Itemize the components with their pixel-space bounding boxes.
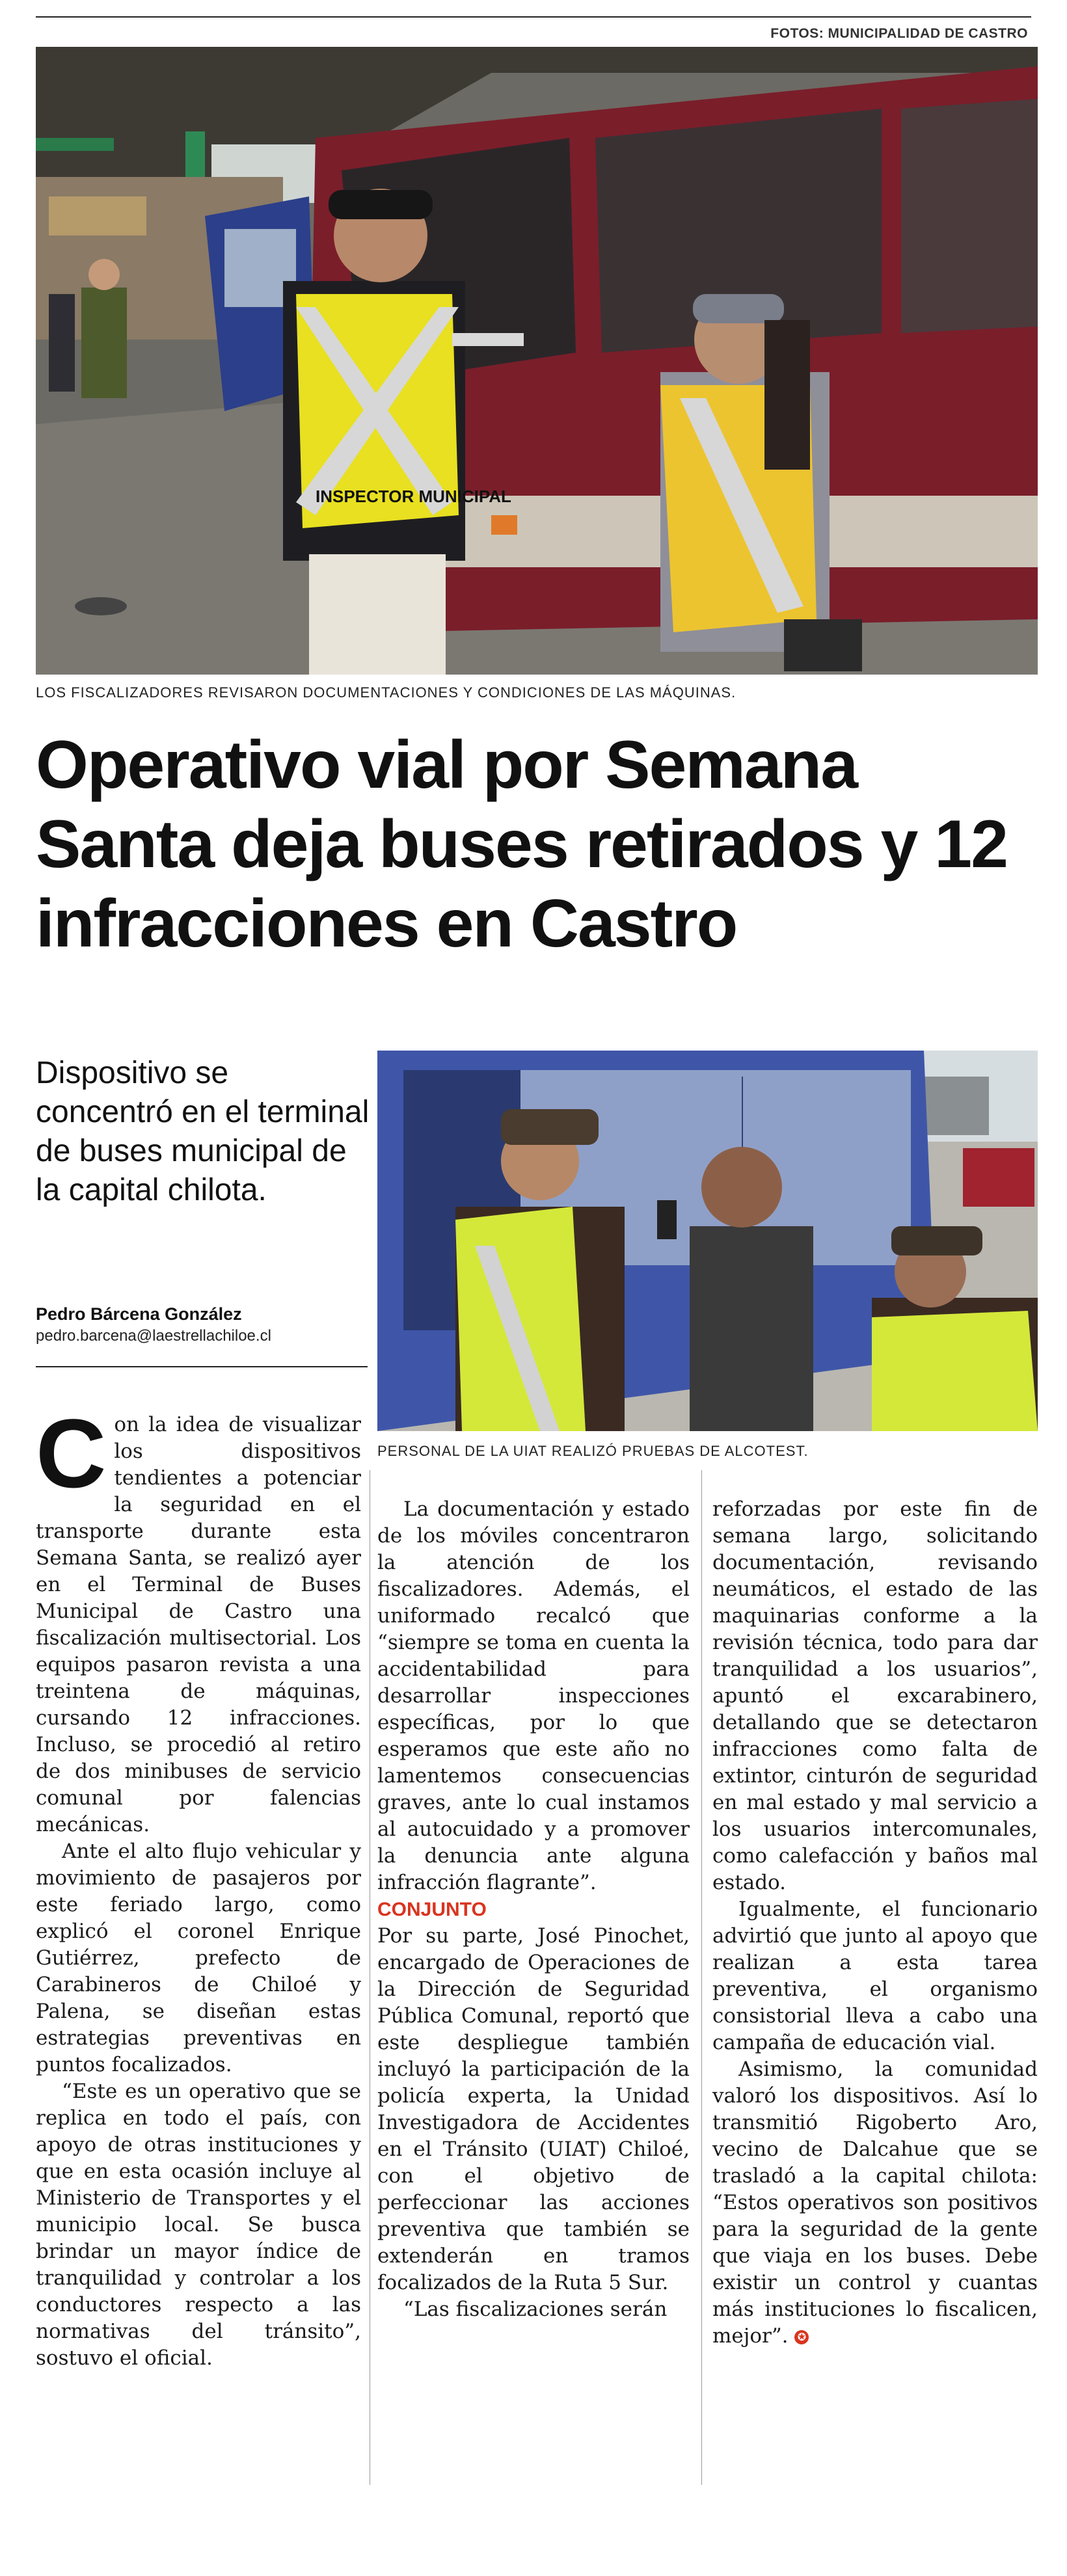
body-column-2	[377, 1496, 690, 2323]
photo2-caption: PERSONAL DE LA UIAT REALIZÓ PRUEBAS DE ALCOTEST.	[377, 1443, 809, 1459]
end-mark-icon: ✪	[794, 2330, 809, 2344]
photo-credit: FOTOS: MUNICIPALIDAD DE CASTRO	[770, 26, 1028, 41]
paragraph: Con la idea de visualizar los dispositivos tendientes a potenciar la seguridad en el transporte durante esta Semana Santa, se realizó ayer en el Terminal de Buses Municipal de Castro una fiscalización multisectorial. Los equipos pasaron revista a una treintena de máquinas, cursando 12 infracciones. Incluso, se procedió al retiro de dos minibuses de servicio comunal por falencias mecánicas.	[36, 1399, 361, 1836]
paragraph: Igualmente, el funcionario advirtió que junto al apoyo que realizan a esta tarea preventiva, el organismo consistorial lleva a cabo una campaña de educación vial.	[712, 1898, 1038, 2054]
section-subhead: CONJUNTO	[377, 1899, 487, 1920]
second-photo	[377, 1051, 1038, 1431]
top-rule	[36, 16, 1031, 18]
main-photo	[36, 47, 1038, 675]
body-column-3	[712, 1496, 1038, 2350]
alcotest-illustration	[377, 1051, 1038, 1431]
paragraph: Por su parte, José Pinochet, encargado de Operaciones de la Dirección de Seguridad Pública Comunal, reportó que este despliegue también incluyó la participación de la policía experta, la Unidad Investigadora de Accidentes en el Tránsito (UIAT) Chiloé, con el objetivo de perfeccionar las acciones preventiva que también se extenderán en tramos focalizados de la Ruta 5 Sur.	[377, 1924, 690, 2294]
column1-rule	[36, 1366, 368, 1367]
vest-label: INSPECTOR MUNICIPAL	[316, 487, 511, 506]
paragraph: “Este es un operativo que se replica en todo el país, con apoyo de otras instituciones y que en esta ocasión incluye al Ministerio de Transportes y el municipio local. Se busca brindar un mayor índice de tranquilidad y controlar a los conductores respecto a las normativas del tránsito”, sostuvo el oficial.	[36, 2080, 361, 2370]
paragraph: Asimismo, la comunidad valoró los dispositivos. Así lo transmitió Rigoberto Aro, vecino de Dalcahue que se trasladó a la capital chilota: “Estos operativos son positivos para la seguridad de la gente que viaja en los buses. Debe existir un control y cuantas más instituciones lo fiscalicen, mejor”. ✪	[712, 2058, 1038, 2348]
headline: Operativo vial por Semana Santa deja buses retirados y 12 infracciones en Castro	[36, 727, 1007, 961]
body-column-1	[36, 1399, 361, 2372]
paragraph: La documentación y estado de los móviles concentraron la atención de los fiscalizadores. Además, el uniformado recalcó que “siempre se toma en cuenta la accidentabilidad para desarrollar inspecciones específicas, por lo que esperamos que este año no lamentemos consecuencias graves, ante lo cual instamos al autocuidado y a promover la denuncia ante alguna infracción flagrante”.	[377, 1497, 690, 1894]
drop-cap: C	[36, 1399, 107, 1508]
bus-inspection-illustration	[36, 47, 1038, 675]
deck-subtitle: Dispositivo se concentró en el terminal de buses municipal de la capital chilota.	[36, 1056, 370, 1207]
paragraph: “Las fiscalizaciones serán	[403, 2298, 668, 2321]
byline-author: Pedro Bárcena González	[36, 1304, 242, 1324]
photo1-caption: LOS FISCALIZADORES REVISARON DOCUMENTACIONES Y CONDICIONES DE LAS MÁQUINAS.	[36, 684, 736, 701]
byline-email: pedro.barcena@laestrellachiloe.cl	[36, 1327, 271, 1345]
paragraph: reforzadas por este fin de semana largo, solicitando documentación, revisando neumáticos, el estado de las maquinarias conforme a la revisión técnica, todo para dar tranquilidad a los usuarios”, apuntó el excarabinero, detallando que se detectaron infracciones como falta de extintor, cinturón de seguridad en mal estado y mal servicio a los usuarios intercomunales, como calefacción y baños mal estado.	[712, 1497, 1038, 1894]
paragraph: Ante el alto flujo vehicular y movimiento de pasajeros por este feriado largo, como explicó el coronel Enrique Gutiérrez, prefecto de Carabineros de Chiloé y Palena, se diseñan estas estrategias preventivas en puntos focalizados.	[36, 1840, 361, 2076]
column-divider-2	[701, 1470, 702, 2485]
